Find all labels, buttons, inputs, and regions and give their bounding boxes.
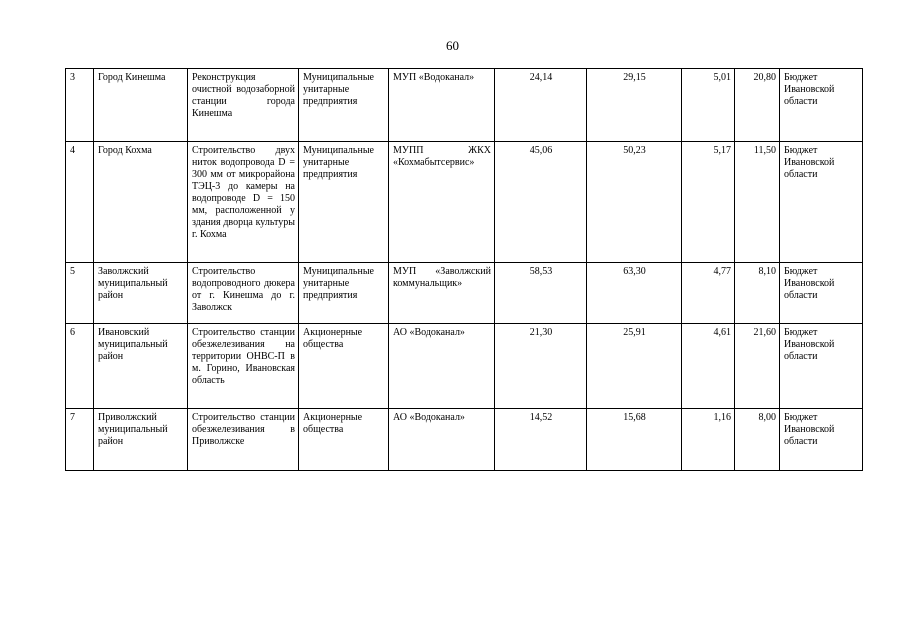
organization-cell: МУП «Заволжский коммунальщик»	[389, 263, 495, 324]
value-2-cell: 63,30	[587, 263, 682, 324]
organization-cell: АО «Водоканал»	[389, 409, 495, 471]
row-number-cell: 4	[66, 142, 94, 263]
funding-source-cell: Бюджет Ивановской области	[780, 263, 863, 324]
row-number-cell: 5	[66, 263, 94, 324]
org-type-cell: Акционерные общества	[299, 324, 389, 409]
territory-cell: Ивановский муниципальный район	[94, 324, 188, 409]
organization-cell: АО «Водоканал»	[389, 324, 495, 409]
organization-cell: МУП «Водоканал»	[389, 69, 495, 142]
value-2-cell: 50,23	[587, 142, 682, 263]
row-number-cell: 6	[66, 324, 94, 409]
project-cell: Строительство водопроводного дюкера от г. Кинешма до г. Заволжск	[188, 263, 299, 324]
value-4-cell: 8,10	[735, 263, 780, 324]
row-number-cell: 3	[66, 69, 94, 142]
value-1-cell: 21,30	[495, 324, 587, 409]
organization-cell: МУПП ЖКХ «Кохмабытсервис»	[389, 142, 495, 263]
value-3-cell: 4,77	[682, 263, 735, 324]
value-1-cell: 45,06	[495, 142, 587, 263]
value-1-cell: 24,14	[495, 69, 587, 142]
funding-source-cell: Бюджет Ивановской области	[780, 142, 863, 263]
value-3-cell: 1,16	[682, 409, 735, 471]
table-row	[66, 409, 863, 471]
value-3-cell: 4,61	[682, 324, 735, 409]
value-3-cell: 5,01	[682, 69, 735, 142]
value-4-cell: 11,50	[735, 142, 780, 263]
page-number: 60	[446, 38, 459, 53]
territory-cell: Город Кинешма	[94, 69, 188, 142]
value-3-cell: 5,17	[682, 142, 735, 263]
org-type-cell: Муниципальные унитарные предприятия	[299, 142, 389, 263]
value-1-cell: 58,53	[495, 263, 587, 324]
value-4-cell: 21,60	[735, 324, 780, 409]
value-4-cell: 8,00	[735, 409, 780, 471]
row-number-cell: 7	[66, 409, 94, 471]
org-type-cell: Муниципальные унитарные предприятия	[299, 69, 389, 142]
territory-cell: Приволжский муниципальный район	[94, 409, 188, 471]
table-row	[66, 324, 863, 409]
value-2-cell: 25,91	[587, 324, 682, 409]
project-cell: Строительство двух ниток водопровода D = 300 мм от микрорайона ТЭЦ-3 до камеры на водопроводе D = 150 мм, расположенной у здания дворца культуры г. Кохма	[188, 142, 299, 263]
org-type-cell: Муниципальные унитарные предприятия	[299, 263, 389, 324]
org-type-cell: Акционерные общества	[299, 409, 389, 471]
funding-source-cell: Бюджет Ивановской области	[780, 409, 863, 471]
value-1-cell: 14,52	[495, 409, 587, 471]
value-2-cell: 29,15	[587, 69, 682, 142]
project-cell: Реконструкция очистной водозаборной станции города Кинешма	[188, 69, 299, 142]
funding-source-cell: Бюджет Ивановской области	[780, 324, 863, 409]
project-cell: Строительство станции обезжелезивания на территории ОНВС-П в м. Горино, Ивановская область	[188, 324, 299, 409]
project-cell: Строительство станции обезжелезивания в Приволжске	[188, 409, 299, 471]
table-row	[66, 142, 863, 263]
value-4-cell: 20,80	[735, 69, 780, 142]
table-row	[66, 69, 863, 142]
table-row	[66, 263, 863, 324]
value-2-cell: 15,68	[587, 409, 682, 471]
investment-table	[65, 68, 863, 471]
funding-source-cell: Бюджет Ивановской области	[780, 69, 863, 142]
territory-cell: Заволжский муниципальный район	[94, 263, 188, 324]
territory-cell: Город Кохма	[94, 142, 188, 263]
